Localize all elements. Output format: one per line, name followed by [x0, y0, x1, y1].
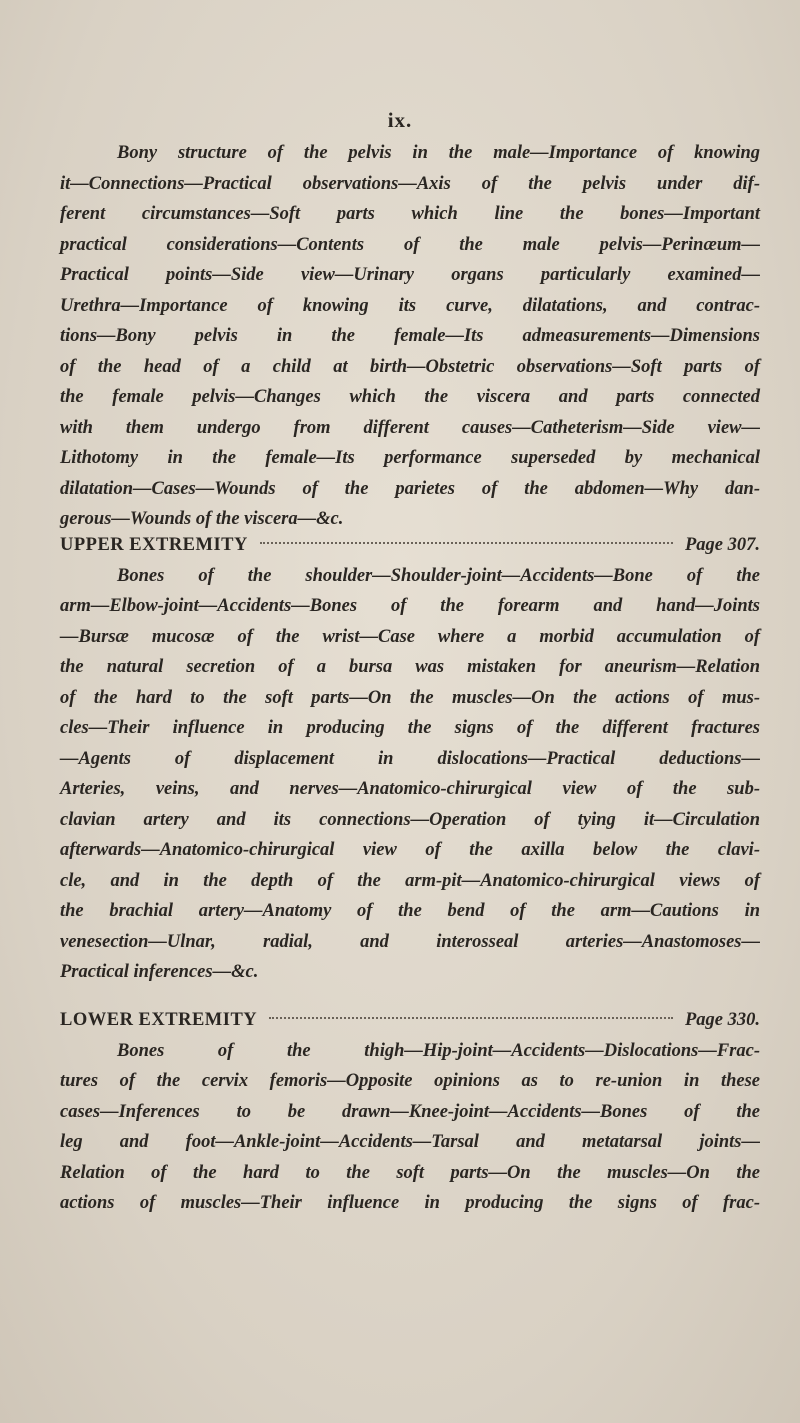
- text-line: the natural secretion of a bursa was mistaken for aneurism—Relation: [60, 657, 760, 677]
- upper-extremity-section: [60, 530, 760, 988]
- text-line: tures of the cervix femoris—Opposite opinions as to re-union in these: [60, 1071, 760, 1091]
- text-line: tions—Bony pelvis in the female—Its admeasurements—Dimensions: [60, 326, 760, 346]
- pelvis-paragraph: [60, 138, 760, 535]
- text-line: the female pelvis—Changes which the viscera and parts connected: [60, 387, 760, 407]
- text-line: Bony structure of the pelvis in the male—Importance of knowing: [117, 143, 760, 163]
- text-line: of the hard to the soft parts—On the muscles—On the actions of mus-: [60, 687, 760, 708]
- text-line: Lithotomy in the female—Its performance superseded by mechanical: [60, 448, 760, 468]
- text-line: cases—Inferences to be drawn—Knee-joint—Accidents—Bones of the: [60, 1101, 760, 1122]
- page-reference: Page 307.: [684, 535, 760, 555]
- section-heading: [60, 1005, 760, 1036]
- text-line: cles—Their influence in producing the signs of the different fractures: [60, 718, 760, 738]
- text-line: Bones of the thigh—Hip-joint—Accidents—Dislocations—Frac-: [117, 1040, 760, 1061]
- text-line: Practical points—Side view—Urinary organs particularly examined—: [60, 265, 760, 285]
- section-heading-label: UPPER EXTREMITY: [60, 535, 248, 555]
- text-line: it—Connections—Practical observations—Axis of the pelvis under dif-: [60, 173, 760, 194]
- page-folio: ix.: [387, 108, 413, 132]
- text-line: Practical inferences—&c.: [60, 962, 259, 982]
- text-line: venesection—Ulnar, radial, and interosseal arteries—Anastomoses—: [60, 931, 760, 952]
- text-line: Urethra—Importance of knowing its curve, dilatations, and contrac-: [60, 295, 760, 316]
- text-line: clavian artery and its connections—Operation of tying it—Circulation: [60, 809, 760, 830]
- text-line: the brachial artery—Anatomy of the bend of the arm—Cautions in: [60, 901, 760, 921]
- text-line: Bones of the shoulder—Shoulder-joint—Accidents—Bone of the: [117, 565, 760, 586]
- lower-extremity-section: [60, 1005, 760, 1219]
- text-line: arm—Elbow-joint—Accidents—Bones of the forearm and hand—Joints: [60, 596, 760, 616]
- text-line: —Agents of displacement in dislocations—Practical deductions—: [60, 748, 760, 769]
- text-line: Relation of the hard to the soft parts—On the muscles—On the: [60, 1162, 760, 1183]
- text-line: leg and foot—Ankle-joint—Accidents—Tarsal and metatarsal joints—: [60, 1132, 760, 1152]
- text-line: afterwards—Anatomico-chirurgical view of the axilla below the clavi-: [60, 840, 760, 860]
- text-line: actions of muscles—Their influence in producing the signs of frac-: [60, 1193, 760, 1213]
- text-line: cle, and in the depth of the arm-pit—Anatomico-chirurgical views of: [60, 870, 760, 891]
- text-line: dilatation—Cases—Wounds of the parietes of the abdomen—Why dan-: [60, 478, 760, 499]
- text-line: with them undergo from different causes—Catheterism—Side view—: [60, 417, 760, 438]
- text-line: gerous—Wounds of the viscera—&c.: [60, 509, 344, 529]
- leader-dots: [269, 1017, 673, 1019]
- page-reference: Page 330.: [684, 1010, 760, 1030]
- text-line: —Bursæ mucosæ of the wrist—Case where a morbid accumulation of: [60, 626, 760, 647]
- text-line: practical considerations—Contents of the male pelvis—Perinæum—: [60, 234, 760, 255]
- text-line: ferent circumstances—Soft parts which line the bones—Important: [60, 204, 760, 224]
- text-line: of the head of a child at birth—Obstetric observations—Soft parts of: [60, 356, 760, 377]
- section-heading-label: LOWER EXTREMITY: [60, 1010, 258, 1030]
- text-line: Arteries, veins, and nerves—Anatomico-chirurgical view of the sub-: [60, 779, 760, 799]
- section-heading: [60, 530, 760, 561]
- leader-dots: [260, 542, 673, 544]
